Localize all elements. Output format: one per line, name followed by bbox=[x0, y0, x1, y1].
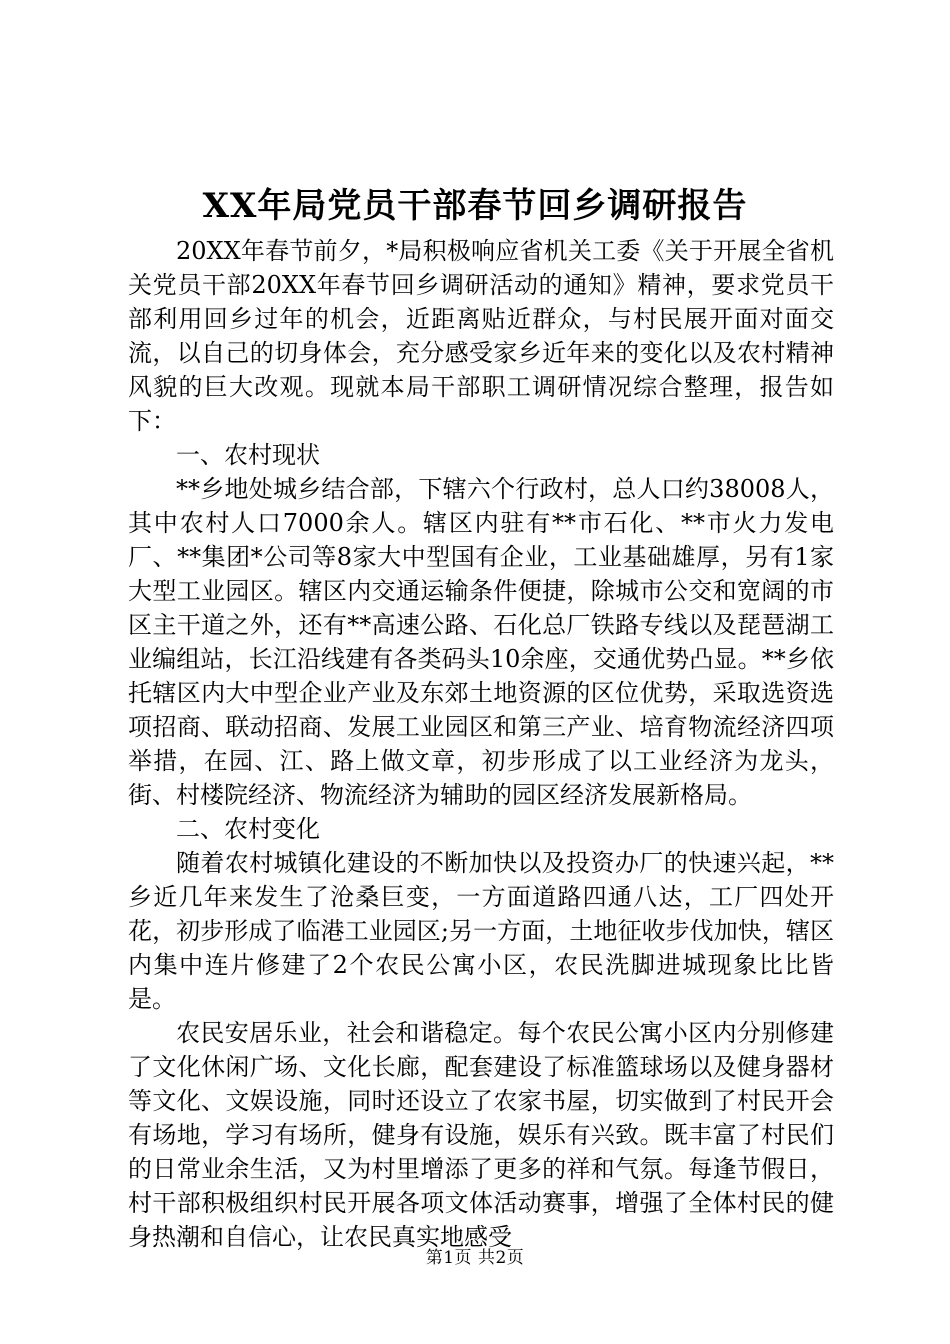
changes-paragraph: 随着农村城镇化建设的不断加快以及投资办厂的快速兴起，**乡近几年来发生了沧桑巨变，一方面道路四通八达，工厂四处开花，初步形成了临港工业园区;另一方面，土地征收步伐加快，辖区内集中连片修建了2个农民公寓小区，农民洗脚进城现象比比皆是。 bbox=[128, 849, 834, 1013]
document-title: XX年局党员干部春节回乡调研报告 bbox=[202, 186, 748, 226]
harmony-paragraph: 农民安居乐业，社会和谐稳定。每个农民公寓小区内分别修建了文化休闲广场、文化长廊，配套建设了标准篮球场以及健身器材等文化、文娱设施，同时还设立了农家书屋，切实做到了村民开会有场地，学习有场所，健身有设施，娱乐有兴致。既丰富了村民们的日常业余生活，又为村里增添了更多的祥和气氛。每逢节假日，村干部积极组织村民开展各项文体活动赛事，增强了全体村民的健身热潮和自信心，让农民真实地感受 bbox=[128, 1019, 834, 1251]
section-heading-changes: 二、农村变化 bbox=[176, 815, 320, 843]
document-body bbox=[128, 234, 834, 1254]
current-status-paragraph: **乡地处城乡结合部，下辖六个行政村，总人口约38008人，其中农村人口7000余人。辖区内驻有**市石化、**市火力发电厂、**集团*公司等8家大中型国有企业，工业基础雄厚，另有1家大型工业园区。辖区内交通运输条件便捷，除城市公交和宽阔的市区主干道之外，还有**高速公路、石化总厂铁路专线以及琵琶湖工业编组站，长江沿线建有各类码头10余座，交通优势凸显。**乡依托辖区内大中型企业产业及东郊土地资源的区位优势，采取选资选项招商、联动招商、发展工业园区和第三产业、培育物流经济四项举措，在园、江、路上做文章，初步形成了以工业经济为龙头，街、村楼院经济、物流经济为辅助的园区经济发展新格局。 bbox=[128, 475, 834, 809]
intro-paragraph: 20XX年春节前夕，*局积极响应省机关工委《关于开展全省机关党员干部20XX年春节回乡调研活动的通知》精神，要求党员干部利用回乡过年的机会，近距离贴近群众，与村民展开面对面交流，以自己的切身体会，充分感受家乡近年来的变化以及农村精神风貌的巨大改观。现就本局干部职工调研情况综合整理，报告如下： bbox=[128, 237, 834, 435]
page-number-footer: 第1页 共2页 bbox=[425, 1248, 525, 1268]
section-heading-current-status: 一、农村现状 bbox=[176, 441, 320, 469]
